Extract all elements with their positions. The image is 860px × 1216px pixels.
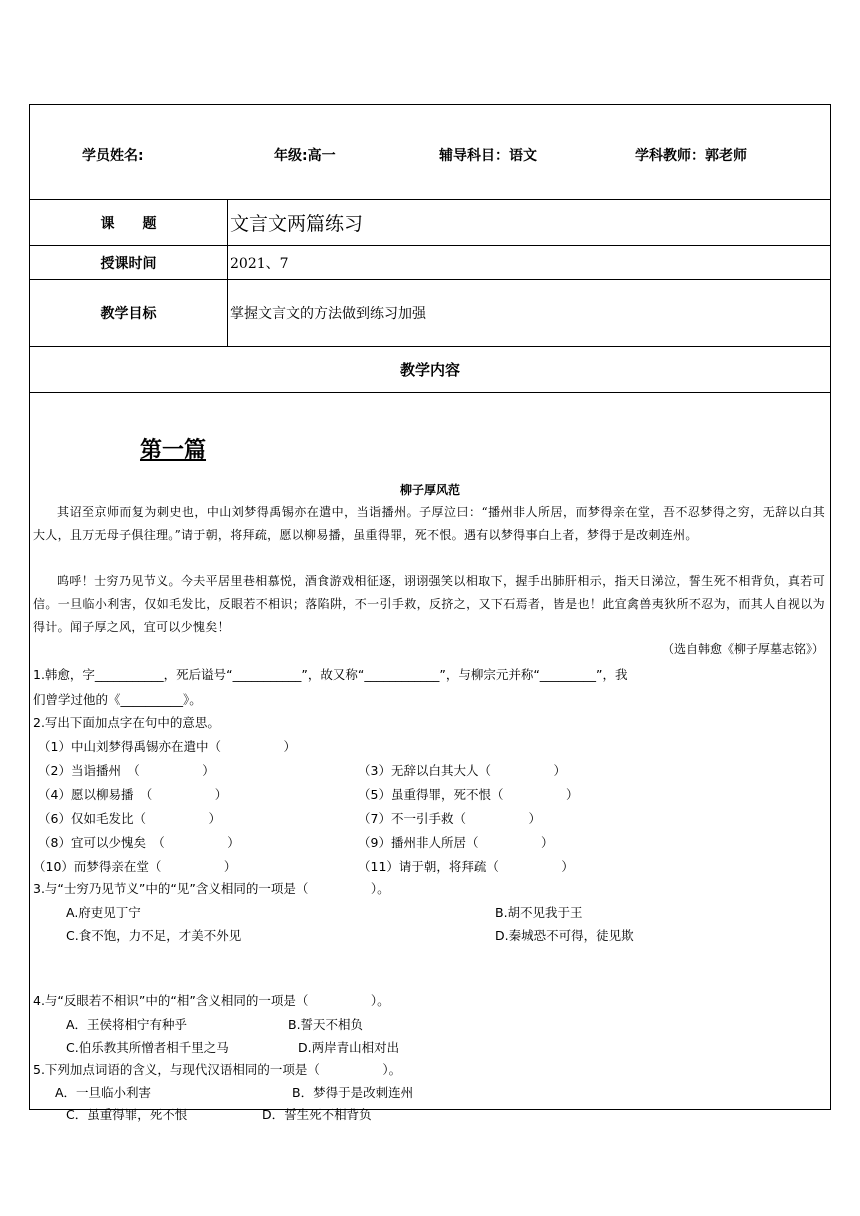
q2-item-8: （8）宜可以少愧矣 （ ）: [38, 835, 240, 850]
question-1-line-2: 们曾学过他的《__________》。: [33, 692, 202, 707]
topic-row: [30, 200, 830, 246]
header-row: [30, 105, 830, 200]
essay-paragraph-1: 其诏至京师而复为刺史也，中山刘梦得禹锡亦在遣中，当诣播州。子厚泣曰：“播州非人所居，而梦得亲在堂，吾不忍梦得之穷，无辞以白其大人，且万无母子俱往理。”请于朝，将拜疏，愿以柳易播，虽重得罪，死不恨。遇有以梦得事白上者，梦得于是改刺连州。: [33, 505, 825, 542]
essay-paragraph-2: 呜呼！士穷乃见节义。今夫平居里巷相慕悦，酒食游戏相征逐，诩诩强笑以相取下，握手出肺肝相示，指天日涕泣，誓生死不相背负，真若可信。一旦临小利害，仅如毛发比，反眼若不相识；落陷阱，不一引手救，反挤之，又下石焉者，皆是也！此宜禽兽夷狄所不忍为，而其人自视以为得计。闻子厚之风，宜可以少愧矣！: [33, 574, 825, 634]
q5-option-a: A．一旦临小利害: [55, 1085, 152, 1100]
lesson-table: [29, 104, 831, 1122]
content-body: [30, 393, 830, 1122]
q2-item-10: （10）而梦得亲在堂（ ）: [33, 859, 237, 874]
q5-option-b: B．梦得于是改刺连州: [292, 1085, 414, 1100]
question-1-line-1: 1.韩愈，字___________，死后谥号“___________”，故又称“____________”，与柳宗元并称“_________”，我: [33, 667, 628, 682]
topic-value: 文言文两篇练习: [230, 213, 364, 235]
q3-option-c: C.食不饱，力不足，才美不外见: [66, 928, 242, 943]
q2-item-6: （6）仅如毛发比（ ）: [38, 811, 221, 826]
time-label: 授课时间: [100, 255, 157, 272]
time-row: [30, 246, 830, 280]
grade-label: 年级:高一: [274, 148, 336, 164]
section-title: 第一篇: [140, 437, 207, 463]
q4-option-a: A．王侯将相宁有种乎: [66, 1017, 188, 1032]
q4-option-d: D.两岸青山相对出: [298, 1040, 400, 1055]
student-name-label: 学员姓名:: [82, 148, 144, 164]
q4-option-b: B.誓天不相负: [288, 1017, 364, 1032]
goal-row: [30, 280, 830, 347]
question-2: 2.写出下面加点字在句中的意思。: [33, 715, 220, 730]
q2-item-9: （9）播州非人所居（ ）: [358, 835, 554, 850]
q5-option-d: D．誓生死不相背负: [262, 1107, 372, 1122]
goal-value: 掌握文言文的方法做到练习加强: [230, 306, 426, 322]
q3-option-d: D.秦城恐不可得，徒见欺: [495, 928, 634, 943]
q3-option-a: A.府吏见丁宁: [66, 905, 141, 920]
question-3: 3.与“士穷乃见节义”中的“见”含义相同的一项是（ ）。: [33, 881, 390, 896]
essay-title: 柳子厚风范: [399, 483, 460, 497]
q4-option-c: C.伯乐教其所憎者相千里之马: [66, 1040, 229, 1055]
subject-label: 辅导科目：语文: [439, 148, 537, 164]
q2-item-1: （1）中山刘梦得禹锡亦在遣中（ ）: [38, 739, 296, 754]
essay-source: （选自韩愈《柳子厚墓志铭》）: [661, 642, 824, 656]
q2-item-7: （7）不一引手救（ ）: [358, 811, 541, 826]
q2-item-3: （3）无辞以白其大人（ ）: [358, 763, 566, 778]
teacher-label: 学科教师：郭老师: [635, 148, 747, 164]
q2-item-4: （4）愿以柳易播 （ ）: [38, 787, 228, 802]
content-label: 教学内容: [399, 361, 460, 379]
q2-item-5: （5）虽重得罪，死不恨（ ）: [358, 787, 579, 802]
q3-option-b: B.胡不见我于王: [495, 905, 583, 920]
content-title-row: [30, 347, 830, 393]
topic-label: 课 题: [100, 215, 157, 232]
question-5: 5.下列加点词语的含义，与现代汉语相同的一项是（ ）。: [33, 1062, 402, 1077]
question-4: 4.与“反眼若不相识”中的“相”含义相同的一项是（ ）。: [33, 993, 390, 1008]
q2-item-11: （11）请于朝，将拜疏（ ）: [358, 859, 574, 874]
q5-option-c: C．虽重得罪，死不恨: [66, 1107, 188, 1122]
q2-item-2: （2）当诣播州 （ ）: [38, 763, 215, 778]
goal-label: 教学目标: [100, 306, 157, 322]
time-value: 2021、7: [230, 255, 289, 272]
